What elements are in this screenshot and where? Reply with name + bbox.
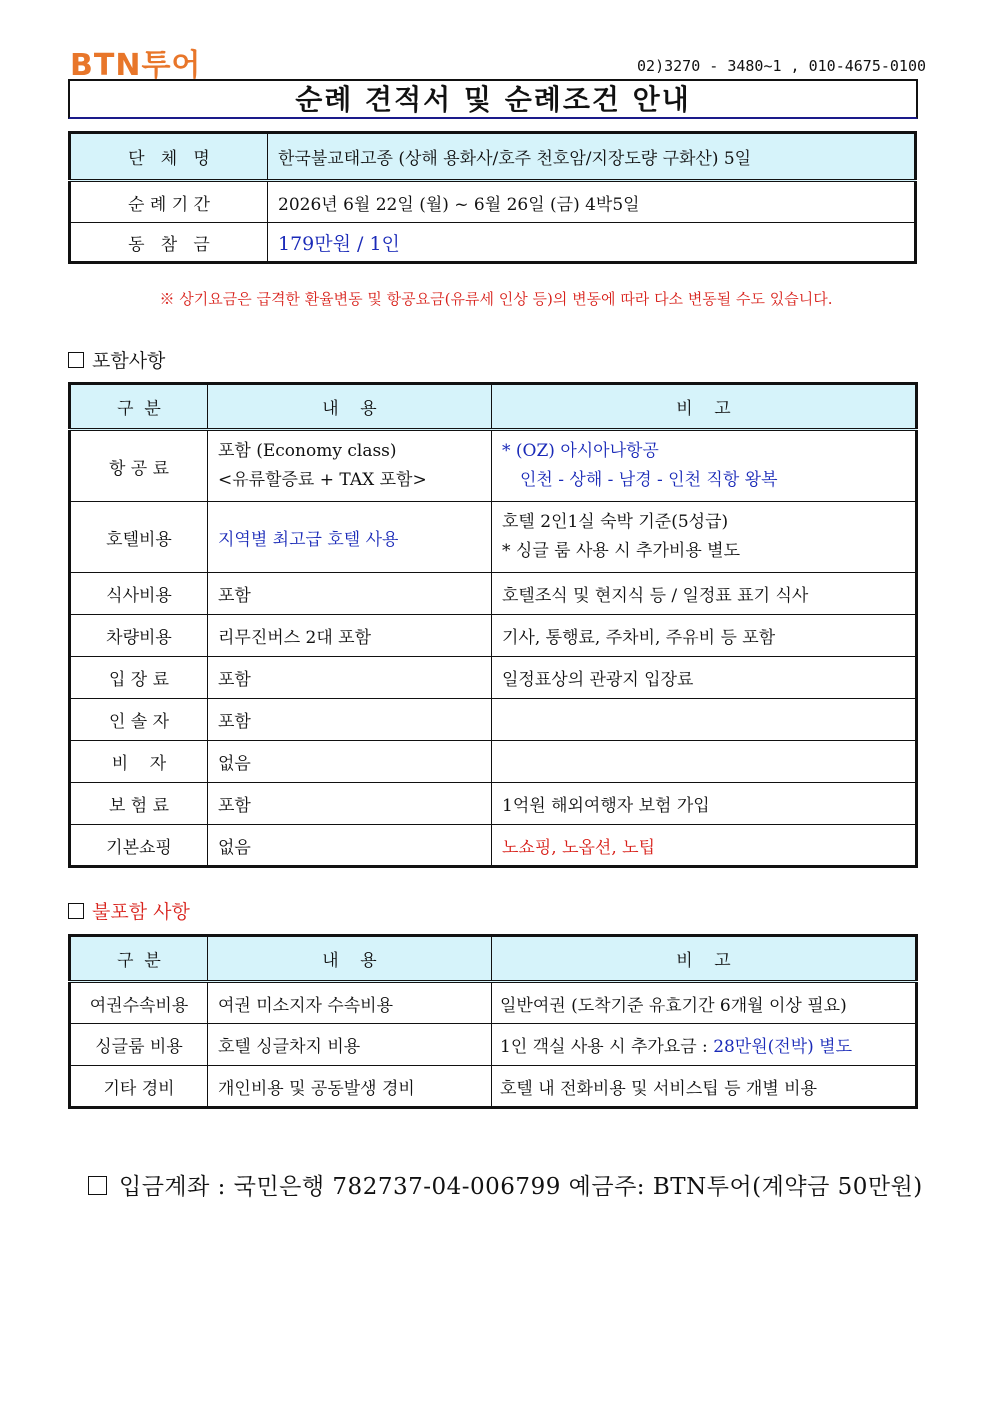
row-content: 호텔 싱글차지 비용 [208, 1024, 492, 1066]
summary-value-period: 2026년 6월 22일 (월) ~ 6월 26일 (금) 4박5일 [268, 181, 916, 223]
row-label: 기타 경비 [70, 1066, 208, 1108]
summary-row-period [70, 181, 916, 223]
summary-label-period: 순 례 기 간 [70, 181, 268, 223]
summary-label-group: 단 체 명 [70, 133, 268, 181]
row-content: 포함 [208, 657, 492, 699]
summary-row-price [70, 223, 916, 263]
summary-value-group: 한국불교태고종 (상해 용화사/호주 천호암/지장도량 구화산) 5일 [268, 133, 916, 181]
table-row [70, 982, 917, 1024]
excluded-section-title [68, 897, 190, 924]
row-content [208, 430, 492, 502]
content-line: <유류할증료 + TAX 포함> [218, 470, 427, 490]
row-note [492, 502, 917, 573]
row-note: 호텔 내 전화비용 및 서비스팁 등 개별 비용 [492, 1066, 917, 1108]
summary-value-price: 179만원 / 1인 [268, 223, 916, 263]
row-content: 포함 [208, 783, 492, 825]
summary-row-group [70, 133, 916, 181]
note-highlight: 28만원(전박) 별도 [713, 1037, 853, 1057]
row-label: 보 험 료 [70, 783, 208, 825]
excluded-header-row [70, 936, 917, 982]
table-row [70, 1066, 917, 1108]
table-row [70, 615, 917, 657]
contact-phone: 02)3270 - 3480~1 , 010-4675-0100 [637, 57, 926, 75]
summary-table [68, 131, 917, 264]
company-logo: BTN투어 [70, 48, 202, 83]
row-content: 개인비용 및 공동발생 경비 [208, 1066, 492, 1108]
table-row [70, 657, 917, 699]
row-content: 여권 미소지자 수속비용 [208, 982, 492, 1024]
table-row [70, 502, 917, 573]
content-line: 포함 (Economy class) [218, 441, 397, 461]
row-note: 기사, 통행료, 주차비, 주유비 등 포함 [492, 615, 917, 657]
deposit-info [88, 1168, 923, 1201]
row-label: 차량비용 [70, 615, 208, 657]
row-content: 지역별 최고급 호텔 사용 [208, 502, 492, 573]
checkbox-icon [88, 1176, 107, 1195]
deposit-text: 입금계좌 : 국민은행 782737-04-006799 예금주: BTN투어(계약금 50만원) [119, 1174, 923, 1200]
row-label: 식사비용 [70, 573, 208, 615]
note-line: * (OZ) 아시아나항공 [502, 441, 659, 461]
row-content: 포함 [208, 699, 492, 741]
row-label: 입 장 료 [70, 657, 208, 699]
table-row [70, 783, 917, 825]
row-note [492, 699, 917, 741]
excluded-header-note: 비 고 [492, 936, 917, 982]
note-line: * 싱글 룸 사용 시 추가비용 별도 [502, 541, 740, 561]
row-note: 노쇼핑, 노옵션, 노팁 [492, 825, 917, 867]
row-note [492, 741, 917, 783]
page-title: 순례 견적서 및 순례조건 안내 [68, 79, 918, 119]
table-row [70, 699, 917, 741]
note-line: 인천 - 상해 - 남경 - 인천 직항 왕복 [520, 470, 778, 490]
excluded-title-text: 불포함 사항 [92, 901, 190, 923]
table-row [70, 430, 917, 502]
row-content: 리무진버스 2대 포함 [208, 615, 492, 657]
included-title-text: 포함사항 [92, 350, 166, 372]
row-label: 기본쇼핑 [70, 825, 208, 867]
included-table [68, 382, 918, 868]
included-header-row [70, 384, 917, 430]
included-header-category: 구 분 [70, 384, 208, 430]
row-label: 항 공 료 [70, 430, 208, 502]
table-row [70, 1024, 917, 1066]
table-row [70, 741, 917, 783]
row-label: 비 자 [70, 741, 208, 783]
note-text: 1인 객실 사용 시 추가요금 : [500, 1037, 714, 1057]
row-note: 1억원 해외여행자 보험 가입 [492, 783, 917, 825]
note-line: 호텔 2인1실 숙박 기준(5성급) [502, 512, 729, 532]
row-note: 일정표상의 관광지 입장료 [492, 657, 917, 699]
checkbox-icon [68, 352, 84, 368]
row-note: 호텔조식 및 현지식 등 / 일정표 표기 식사 [492, 573, 917, 615]
row-label: 여권수속비용 [70, 982, 208, 1024]
excluded-table [68, 934, 918, 1109]
checkbox-icon [68, 903, 84, 919]
row-content: 포함 [208, 573, 492, 615]
row-label: 인 솔 자 [70, 699, 208, 741]
row-note [492, 430, 917, 502]
fare-notice: ※ 상기요금은 급격한 환율변동 및 항공요금(유류세 인상 등)의 변동에 따라 다소 변동될 수도 있습니다. [159, 290, 833, 308]
row-label: 싱글룸 비용 [70, 1024, 208, 1066]
summary-label-price: 동 참 금 [70, 223, 268, 263]
excluded-header-category: 구 분 [70, 936, 208, 982]
row-note: 일반여권 (도착기준 유효기간 6개월 이상 필요) [492, 982, 917, 1024]
row-label: 호텔비용 [70, 502, 208, 573]
table-row [70, 573, 917, 615]
included-section-title [68, 346, 165, 373]
included-header-note: 비 고 [492, 384, 917, 430]
table-row [70, 825, 917, 867]
row-content: 없음 [208, 825, 492, 867]
row-note [492, 1024, 917, 1066]
included-header-content: 내 용 [208, 384, 492, 430]
excluded-header-content: 내 용 [208, 936, 492, 982]
row-content: 없음 [208, 741, 492, 783]
